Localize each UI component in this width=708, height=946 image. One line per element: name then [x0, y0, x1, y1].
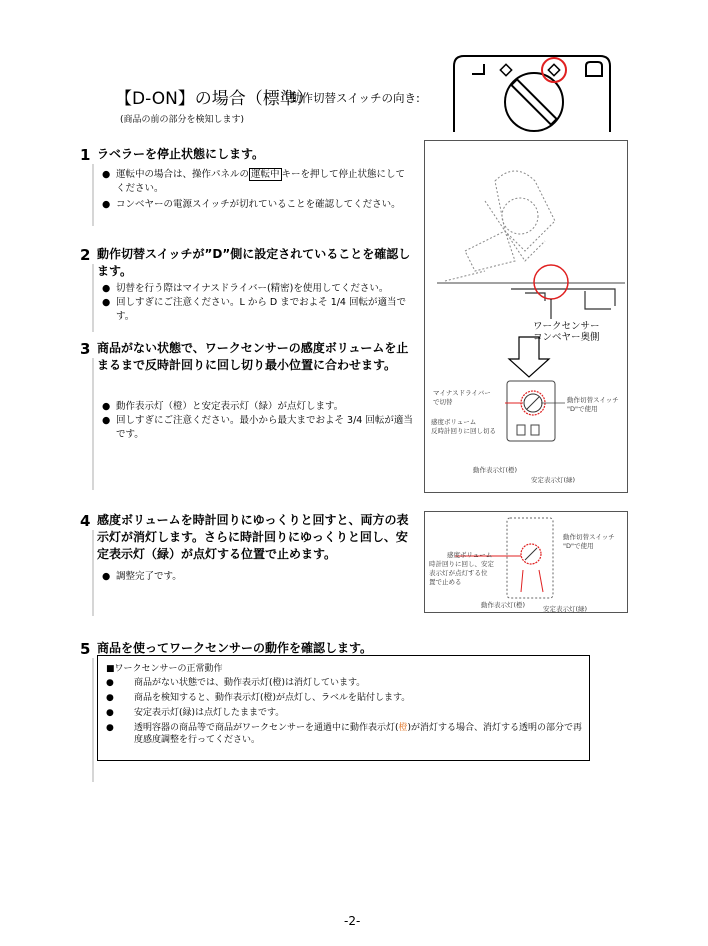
switch-direction-note: 動作切替スイッチの向き:	[290, 91, 420, 105]
bullet-item: ● 回しすぎにご注意ください。L から D までおよそ 1/4 回転が適当です。	[102, 296, 414, 324]
step-heading: ラベラーを停止状態にします。	[97, 147, 265, 161]
bullet-item: ● 調整完了です。	[102, 570, 402, 584]
sensor-figure-2	[424, 511, 628, 613]
volume-label: 感度ボリューム 反時計回りに回し切る	[431, 418, 496, 435]
switch-label: 動作切替スイッチ "D"で使用	[563, 533, 615, 550]
step-number: 4	[80, 512, 91, 530]
bullet-item: ● 回しすぎにご注意ください。最小から最大までおよそ 3/4 回転が適当です。	[102, 415, 413, 440]
run-key-label: 運転中	[251, 169, 280, 180]
orange-accent-text: 橙	[398, 723, 408, 733]
step-rule	[92, 358, 94, 490]
page-title: 【D-ON】の場合（標準）	[115, 89, 314, 109]
switch-direction-icon	[450, 52, 615, 132]
op-lamp-label: 動作表示灯(橙)	[473, 466, 518, 474]
step-rule	[92, 658, 94, 782]
step-heading: 商品を使ってワークセンサーの動作を確認します。	[97, 641, 373, 655]
list-item: ● 商品がない状態では、動作表示灯(橙)は消灯しています。	[106, 677, 586, 689]
bullet-text: キーを押して停止状態にしてください。	[116, 169, 406, 194]
bullet-text: 調整完了です。	[116, 571, 182, 582]
step-number: 2	[80, 246, 91, 264]
step-rule	[92, 530, 94, 616]
bullet-text: 動作表示灯（橙）と安定表示灯（緑）が点灯します。	[116, 401, 344, 412]
page-number: -2-	[344, 914, 361, 928]
list-item-text: 商品を検知すると、動作表示灯(橙)が点灯し、ラベルを貼付します。	[134, 693, 411, 703]
step-heading: 商品がない状態で、ワークセンサーの感度ボリュームを止まるまで反時計回りに回し切り最小位置に合わせます。	[97, 341, 409, 372]
list-item: ● 商品を検知すると、動作表示灯(橙)が点灯し、ラベルを貼付します。	[106, 692, 586, 704]
normal-operation-box	[97, 655, 590, 761]
volume-label: 感度ボリューム	[447, 551, 493, 559]
list-item-text: 安定表示灯(緑)は点灯したままです。	[134, 708, 285, 718]
bullet-text: 運転中の場合は、操作パネルの	[116, 169, 250, 180]
volume-note: 時計回りに回し、安定 表示灯が点灯する位 置で止める	[429, 560, 494, 586]
bullet-item: ● 運転中の場合は、操作パネルの 運転中 キーを押して停止状態にしてください。	[102, 169, 406, 194]
op-lamp-label: 動作表示灯(橙)	[481, 601, 526, 609]
step-heading: 動作切替スイッチが”D”側に設定されていることを確認します。	[97, 247, 411, 278]
bullet-item: ● コンベヤーの電源スイッチが切れていることを確認してください。	[102, 198, 412, 212]
list-item-text: 透明容器の商品等で商品がワークセンサーを通過中に動作表示灯(	[134, 723, 399, 733]
stable-lamp-label: 安定表示灯(緑)	[543, 605, 588, 613]
normal-operation-title: ■ワークセンサーの正常動作	[106, 664, 223, 674]
step-number: 5	[80, 640, 91, 658]
page-subtitle: (商品の前の部分を検知します)	[120, 115, 245, 125]
labeler-sketch	[425, 141, 627, 492]
bullet-text: 切替を行う際はマイナスドライバー(精密)を使用してください。	[116, 283, 389, 294]
bullet-text: 回しすぎにご注意ください。L から D までおよそ 1/4 回転が適当です。	[116, 297, 406, 322]
bullet-text: 回しすぎにご注意ください。最小から最大までおよそ 3/4 回転が適当です。	[116, 415, 413, 440]
step-heading: 感度ボリュームを時計回りにゆっくりと回すと、両方の表示灯が消灯します。さらに時計回りにゆっくりと回し、安定表示灯（緑）が点灯する位置で止めます。	[97, 513, 409, 561]
list-item-text: 商品がない状態では、動作表示灯(橙)は消灯しています。	[134, 678, 366, 688]
step-rule	[92, 264, 94, 332]
bullet-text: コンベヤーの電源スイッチが切れていることを確認してください。	[116, 199, 401, 210]
step-rule	[92, 164, 94, 226]
sensor-figure-1	[424, 140, 628, 493]
step-number: 3	[80, 340, 91, 358]
driver-label: マイナスドライバー で切替	[433, 389, 491, 406]
stable-lamp-label: 安定表示灯(緑)	[531, 476, 576, 484]
step-number: 1	[80, 146, 91, 164]
bullet-item: ● 切替を行う際はマイナスドライバー(精密)を使用してください。	[102, 282, 414, 296]
list-item: ● 安定表示灯(緑)は点灯したままです。	[106, 707, 586, 719]
list-item-text: )が消灯する場合、消灯する透明の部分で再度感度調整を行ってください。	[134, 723, 583, 745]
switch-label: 動作切替スイッチ "D"で使用	[567, 396, 619, 413]
bullet-item: ● 動作表示灯（橙）と安定表示灯（緑）が点灯します。	[102, 400, 414, 414]
sensor-location-callout: ワークセンサー コンベヤー奥側	[533, 321, 600, 343]
list-item: ● 透明容器の商品等で商品がワークセンサーを通過中に動作表示灯(橙)が消灯する場合、消灯する透明の部分で再度感度調整を行ってください。	[106, 723, 583, 745]
